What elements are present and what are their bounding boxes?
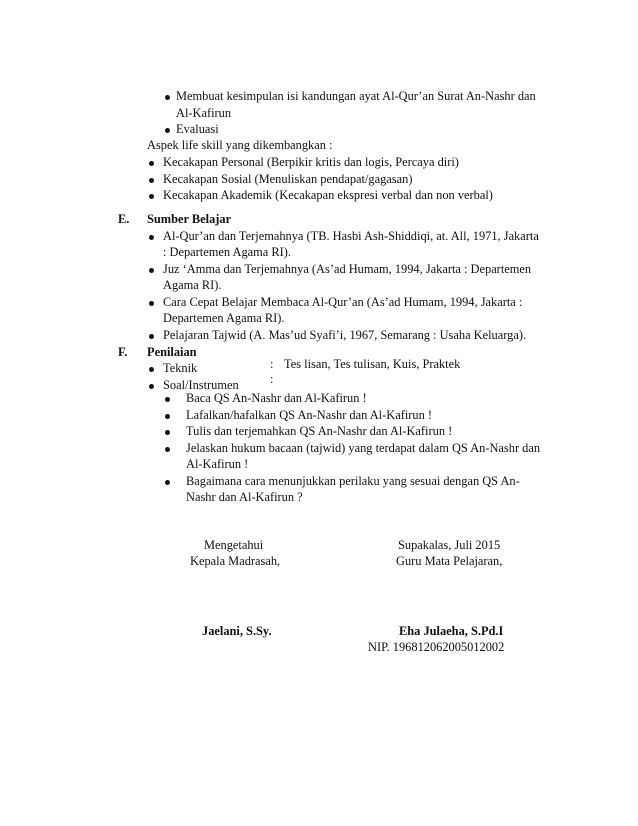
teknik-colon: : bbox=[270, 357, 274, 371]
bullet bbox=[149, 384, 154, 389]
bullet bbox=[165, 447, 170, 452]
bullet bbox=[165, 95, 170, 100]
source-item-line-1: Juz ‘Amma dan Terjemahnya (As’ad Humam, 1994, Jakarta : Departemen bbox=[163, 262, 532, 276]
source-item-line-1: Al-Qur’an dan Terjemahnya (TB. Hasbi Ash-Shiddiqi, at. All, 1971, Jakarta bbox=[163, 229, 539, 243]
question-line-1: Jelaskan hukum bacaan (tajwid) yang terdapat dalam QS An-Nashr dan bbox=[186, 441, 541, 455]
top-item-1-line-1: Membuat kesimpulan isi kandungan ayat Al-Qur’an Surat An-Nashr dan bbox=[176, 89, 536, 103]
source-item-line-2: Departemen Agama RI). bbox=[163, 311, 285, 325]
bullet bbox=[149, 161, 154, 166]
sign-right-nip: NIP. 196812062005012002 bbox=[368, 640, 505, 654]
source-item-line-1: Cara Cepat Belajar Membaca Al-Qur’an (As’ad Humam, 1994, Jakarta : bbox=[163, 295, 523, 309]
top-item-1-line-2: Al-Kafirun bbox=[176, 106, 232, 120]
section-e-letter: E. bbox=[118, 212, 130, 226]
bullet bbox=[149, 334, 154, 339]
section-f-letter: F. bbox=[118, 345, 128, 359]
source-item-line-1: Pelajaran Tajwid (A. Mas’ud Syafi’i, 1967, Semarang : Usaha Keluarga). bbox=[163, 328, 527, 342]
bullet bbox=[165, 480, 170, 485]
question-line-1: Lafalkan/hafalkan QS An-Nashr dan Al-Kafirun ! bbox=[186, 408, 433, 422]
bullet bbox=[149, 301, 154, 306]
sign-left-name: Jaelani, S.Sy. bbox=[202, 624, 272, 638]
section-e-title: Sumber Belajar bbox=[147, 212, 232, 226]
question-line-1: Baca QS An-Nashr dan Al-Kafirun ! bbox=[186, 391, 367, 405]
bullet bbox=[165, 414, 170, 419]
soal-colon: : bbox=[270, 372, 274, 386]
life-skill-item: Kecakapan Sosial (Menuliskan pendapat/gagasan) bbox=[163, 172, 413, 186]
bullet bbox=[165, 430, 170, 435]
sign-left-line-1: Mengetahui bbox=[204, 538, 264, 552]
source-item-line-2: : Departemen Agama RI). bbox=[163, 245, 291, 259]
sign-right-name: Eha Julaeha, S.Pd.I bbox=[399, 624, 504, 638]
bullet bbox=[165, 128, 170, 133]
question-line-1: Bagaimana cara menunjukkan perilaku yang sesuai dengan QS An- bbox=[186, 474, 520, 488]
teknik-value: Tes lisan, Tes tulisan, Kuis, Praktek bbox=[284, 357, 461, 371]
life-skill-heading: Aspek life skill yang dikembangkan : bbox=[147, 138, 333, 152]
sign-right-line-2: Guru Mata Pelajaran, bbox=[396, 554, 503, 568]
source-item-line-2: Agama RI). bbox=[163, 278, 222, 292]
top-item-2: Evaluasi bbox=[176, 122, 219, 136]
section-f-title: Penilaian bbox=[147, 345, 197, 359]
bullet bbox=[149, 194, 154, 199]
bullet bbox=[149, 235, 154, 240]
question-line-1: Tulis dan terjemahkan QS An-Nashr dan Al-Kafirun ! bbox=[186, 424, 453, 438]
question-line-2: Al-Kafirun ! bbox=[186, 457, 249, 471]
bullet bbox=[149, 268, 154, 273]
bullet bbox=[149, 178, 154, 183]
life-skill-item: Kecakapan Akademik (Kecakapan ekspresi verbal dan non verbal) bbox=[163, 188, 493, 202]
bullet bbox=[165, 397, 170, 402]
bullet bbox=[149, 367, 154, 372]
teknik-label: Teknik bbox=[163, 361, 198, 375]
soal-label: Soal/Instrumen bbox=[163, 378, 239, 392]
sign-left-line-2: Kepala Madrasah, bbox=[190, 554, 281, 568]
life-skill-item: Kecakapan Personal (Berpikir kritis dan logis, Percaya diri) bbox=[163, 155, 459, 169]
question-line-2: Nashr dan Al-Kafirun ? bbox=[186, 490, 303, 504]
sign-right-line-1: Supakalas, Juli 2015 bbox=[398, 538, 501, 552]
